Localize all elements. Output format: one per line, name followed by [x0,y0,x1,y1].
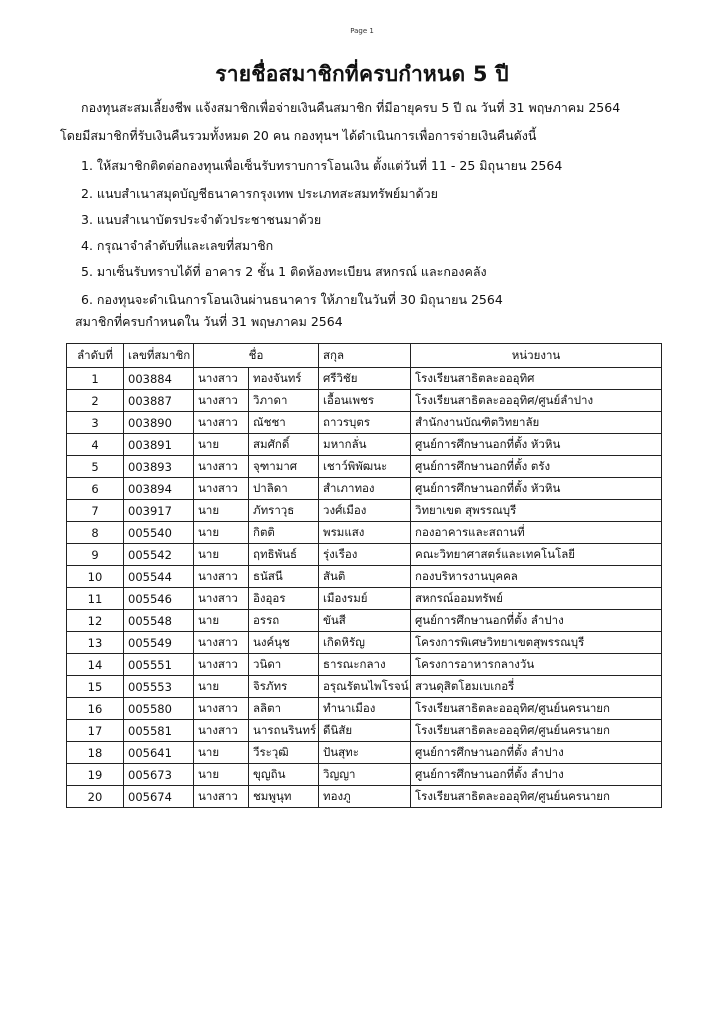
cell-title: นาย [194,522,249,544]
cell-unit: คณะวิทยาศาสตร์และเทคโนโลยี [411,544,662,566]
cell-member-no: 005553 [124,676,194,698]
table-row [67,412,662,434]
cell-first-name: ณัชชา [249,412,319,434]
cell-seq: 3 [67,412,124,434]
instruction-3: 3. แนบสำเนาบัตรประจำตัวประชาชนมาด้วย [81,212,322,227]
cell-member-no: 005580 [124,698,194,720]
cell-member-no: 005540 [124,522,194,544]
cell-unit: โครงการอาหารกลางวัน [411,654,662,676]
cell-first-name: วิภาดา [249,390,319,412]
cell-first-name: ลลิตา [249,698,319,720]
cell-seq: 9 [67,544,124,566]
cell-surname: มหากลั่น [319,434,411,456]
instruction-4: 4. กรุณาจำลำดับที่และเลขที่สมาชิก [81,238,274,253]
cell-seq: 20 [67,786,124,808]
cell-first-name: ทองจันทร์ [249,368,319,390]
cell-surname: ทองภู [319,786,411,808]
header-seq: ลำดับที่ [67,344,124,368]
cell-unit: ศูนย์การศึกษานอกที่ตั้ง หัวหิน [411,434,662,456]
cell-surname: เกิดหิรัญ [319,632,411,654]
cell-surname: เชาว์พิพัฒนะ [319,456,411,478]
cell-unit: กองอาคารและสถานที่ [411,522,662,544]
cell-surname: เมืองรมย์ [319,588,411,610]
cell-first-name: สมศักดิ์ [249,434,319,456]
cell-seq: 15 [67,676,124,698]
cell-seq: 19 [67,764,124,786]
table-row [67,786,662,808]
members-table [66,343,662,808]
cell-first-name: ปาลิดา [249,478,319,500]
intro-line-2: โดยมีสมาชิกที่รับเงินคืนรวมทั้งหมด 20 คน กองทุนฯ ได้ดำเนินการเพื่อการจ่ายเงินคืนดังนี้ [60,128,537,143]
table-row [67,522,662,544]
cell-surname: ขันสี [319,610,411,632]
table-row [67,456,662,478]
cell-surname: ทำนาเมือง [319,698,411,720]
cell-unit: ศูนย์การศึกษานอกที่ตั้ง ตรัง [411,456,662,478]
cell-member-no: 005542 [124,544,194,566]
cell-member-no: 003893 [124,456,194,478]
cell-first-name: นารถนรินทร์ [249,720,319,742]
cell-title: นางสาว [194,412,249,434]
cell-title: นางสาว [194,720,249,742]
cell-member-no: 005549 [124,632,194,654]
cell-first-name: วีระวุฒิ [249,742,319,764]
cell-title: นางสาว [194,368,249,390]
cell-title: นาย [194,742,249,764]
cell-unit: โรงเรียนสาธิตละอออุทิศ/ศูนย์นครนายก [411,698,662,720]
cell-member-no: 003891 [124,434,194,456]
table-row [67,698,662,720]
table-row [67,720,662,742]
cell-unit: สวนดุสิตโฮมเบเกอรี่ [411,676,662,698]
cell-first-name: วนิดา [249,654,319,676]
cell-surname: พรมแสง [319,522,411,544]
cell-seq: 8 [67,522,124,544]
table-row [67,434,662,456]
cell-first-name: ชมพูนุท [249,786,319,808]
cell-surname: อรุณรัตนไพโรจน์ [319,676,411,698]
cell-surname: รุ่งเรือง [319,544,411,566]
cell-unit: โครงการพิเศษวิทยาเขตสุพรรณบุรี [411,632,662,654]
header-name: ชื่อ [194,344,319,368]
table-row [67,390,662,412]
cell-member-no: 005548 [124,610,194,632]
cell-unit: สหกรณ์ออมทรัพย์ [411,588,662,610]
cell-title: นางสาว [194,654,249,676]
cell-member-no: 005674 [124,786,194,808]
header-member-no: เลขที่สมาชิก [124,344,194,368]
cell-first-name: จุฑามาศ [249,456,319,478]
cell-title: นางสาว [194,632,249,654]
instruction-5: 5. มาเซ็นรับทราบได้ที่ อาคาร 2 ชั้น 1 ติดห้องทะเบียน สหกรณ์ และกองคลัง [81,264,487,279]
cell-unit: โรงเรียนสาธิตละอออุทิศ/ศูนย์นครนายก [411,720,662,742]
cell-title: นางสาว [194,566,249,588]
cell-seq: 6 [67,478,124,500]
cell-title: นาย [194,764,249,786]
cell-member-no: 003887 [124,390,194,412]
cell-unit: โรงเรียนสาธิตละอออุทิศ/ศูนย์นครนายก [411,786,662,808]
cell-title: นางสาว [194,786,249,808]
document-title: รายชื่อสมาชิกที่ครบกำหนด 5 ปี [215,62,509,86]
cell-seq: 13 [67,632,124,654]
table-row [67,742,662,764]
table-row [67,544,662,566]
cell-member-no: 003894 [124,478,194,500]
cell-member-no: 005673 [124,764,194,786]
cell-seq: 2 [67,390,124,412]
cell-first-name: ธนัสนี [249,566,319,588]
table-row [67,478,662,500]
cell-seq: 11 [67,588,124,610]
cell-unit: โรงเรียนสาธิตละอออุทิศ [411,368,662,390]
instruction-1: 1. ให้สมาชิกติดต่อกองทุนเพื่อเซ็นรับทราบการโอนเงิน ตั้งแต่วันที่ 11 - 25 มิถุนายน 2564 [81,158,563,173]
cell-seq: 1 [67,368,124,390]
cell-unit: ศูนย์การศึกษานอกที่ตั้ง หัวหิน [411,478,662,500]
cell-title: นางสาว [194,478,249,500]
table-row [67,566,662,588]
cell-first-name: จิรภัทร [249,676,319,698]
cell-unit: ศูนย์การศึกษานอกที่ตั้ง ลำปาง [411,610,662,632]
cell-member-no: 005581 [124,720,194,742]
cell-title: นาย [194,434,249,456]
cell-unit: โรงเรียนสาธิตละอออุทิศ/ศูนย์ลำปาง [411,390,662,412]
cell-member-no: 003890 [124,412,194,434]
cell-seq: 14 [67,654,124,676]
cell-seq: 10 [67,566,124,588]
cell-member-no: 003884 [124,368,194,390]
intro-line-1: กองทุนสะสมเลี้ยงชีพ แจ้งสมาชิกเพื่อจ่ายเงินคืนสมาชิก ที่มีอายุครบ 5 ปี ณ วันที่ 31 พฤษภาคม 2564 [81,100,621,115]
cell-member-no: 005546 [124,588,194,610]
instruction-2: 2. แนบสำเนาสมุดบัญชีธนาคารกรุงเทพ ประเภทสะสมทรัพย์มาด้วย [81,186,438,201]
cell-seq: 12 [67,610,124,632]
cell-member-no: 005551 [124,654,194,676]
cell-surname: วิญญา [319,764,411,786]
cell-surname: สันติ [319,566,411,588]
table-row [67,610,662,632]
cell-title: นางสาว [194,456,249,478]
table-row [67,588,662,610]
page-number: Page 1 [350,27,374,35]
cell-title: นาย [194,676,249,698]
cell-title: นางสาว [194,698,249,720]
cell-member-no: 003917 [124,500,194,522]
cell-unit: กองบริหารงานบุคคล [411,566,662,588]
cell-seq: 7 [67,500,124,522]
cell-first-name: อรรถ [249,610,319,632]
table-row [67,632,662,654]
header-unit: หน่วยงาน [411,344,662,368]
cell-title: นางสาว [194,588,249,610]
table-caption: สมาชิกที่ครบกำหนดใน วันที่ 31 พฤษภาคม 2564 [75,314,343,329]
cell-seq: 16 [67,698,124,720]
cell-unit: ศูนย์การศึกษานอกที่ตั้ง ลำปาง [411,764,662,786]
header-surname: สกุล [319,344,411,368]
cell-seq: 18 [67,742,124,764]
cell-surname: ธารณะกลาง [319,654,411,676]
cell-unit: วิทยาเขต สุพรรณบุรี [411,500,662,522]
cell-surname: ปันสุทะ [319,742,411,764]
table-row [67,764,662,786]
cell-title: นาย [194,500,249,522]
cell-first-name: ภัทราวุธ [249,500,319,522]
cell-member-no: 005544 [124,566,194,588]
cell-first-name: ฤทธิพันธ์ [249,544,319,566]
cell-first-name: กิตติ [249,522,319,544]
table-header-row [67,344,662,368]
table-row [67,676,662,698]
instruction-6: 6. กองทุนจะดำเนินการโอนเงินผ่านธนาคาร ให้ภายในวันที่ 30 มิถุนายน 2564 [81,292,503,307]
table-row [67,654,662,676]
cell-surname: วงศ์เมือง [319,500,411,522]
cell-seq: 4 [67,434,124,456]
cell-unit: ศูนย์การศึกษานอกที่ตั้ง ลำปาง [411,742,662,764]
cell-surname: ศรีวิชัย [319,368,411,390]
cell-title: นาย [194,610,249,632]
cell-surname: เอื้อนเพชร [319,390,411,412]
cell-title: นาย [194,544,249,566]
cell-seq: 5 [67,456,124,478]
cell-surname: ถาวรบุตร [319,412,411,434]
cell-surname: ดีนิสัย [319,720,411,742]
cell-first-name: ขุญถิน [249,764,319,786]
cell-unit: สำนักงานบัณฑิตวิทยาลัย [411,412,662,434]
cell-first-name: นงค์นุช [249,632,319,654]
cell-title: นางสาว [194,390,249,412]
cell-member-no: 005641 [124,742,194,764]
cell-seq: 17 [67,720,124,742]
table-row [67,500,662,522]
cell-first-name: อิงอุอร [249,588,319,610]
table-row [67,368,662,390]
cell-surname: สำเภาทอง [319,478,411,500]
